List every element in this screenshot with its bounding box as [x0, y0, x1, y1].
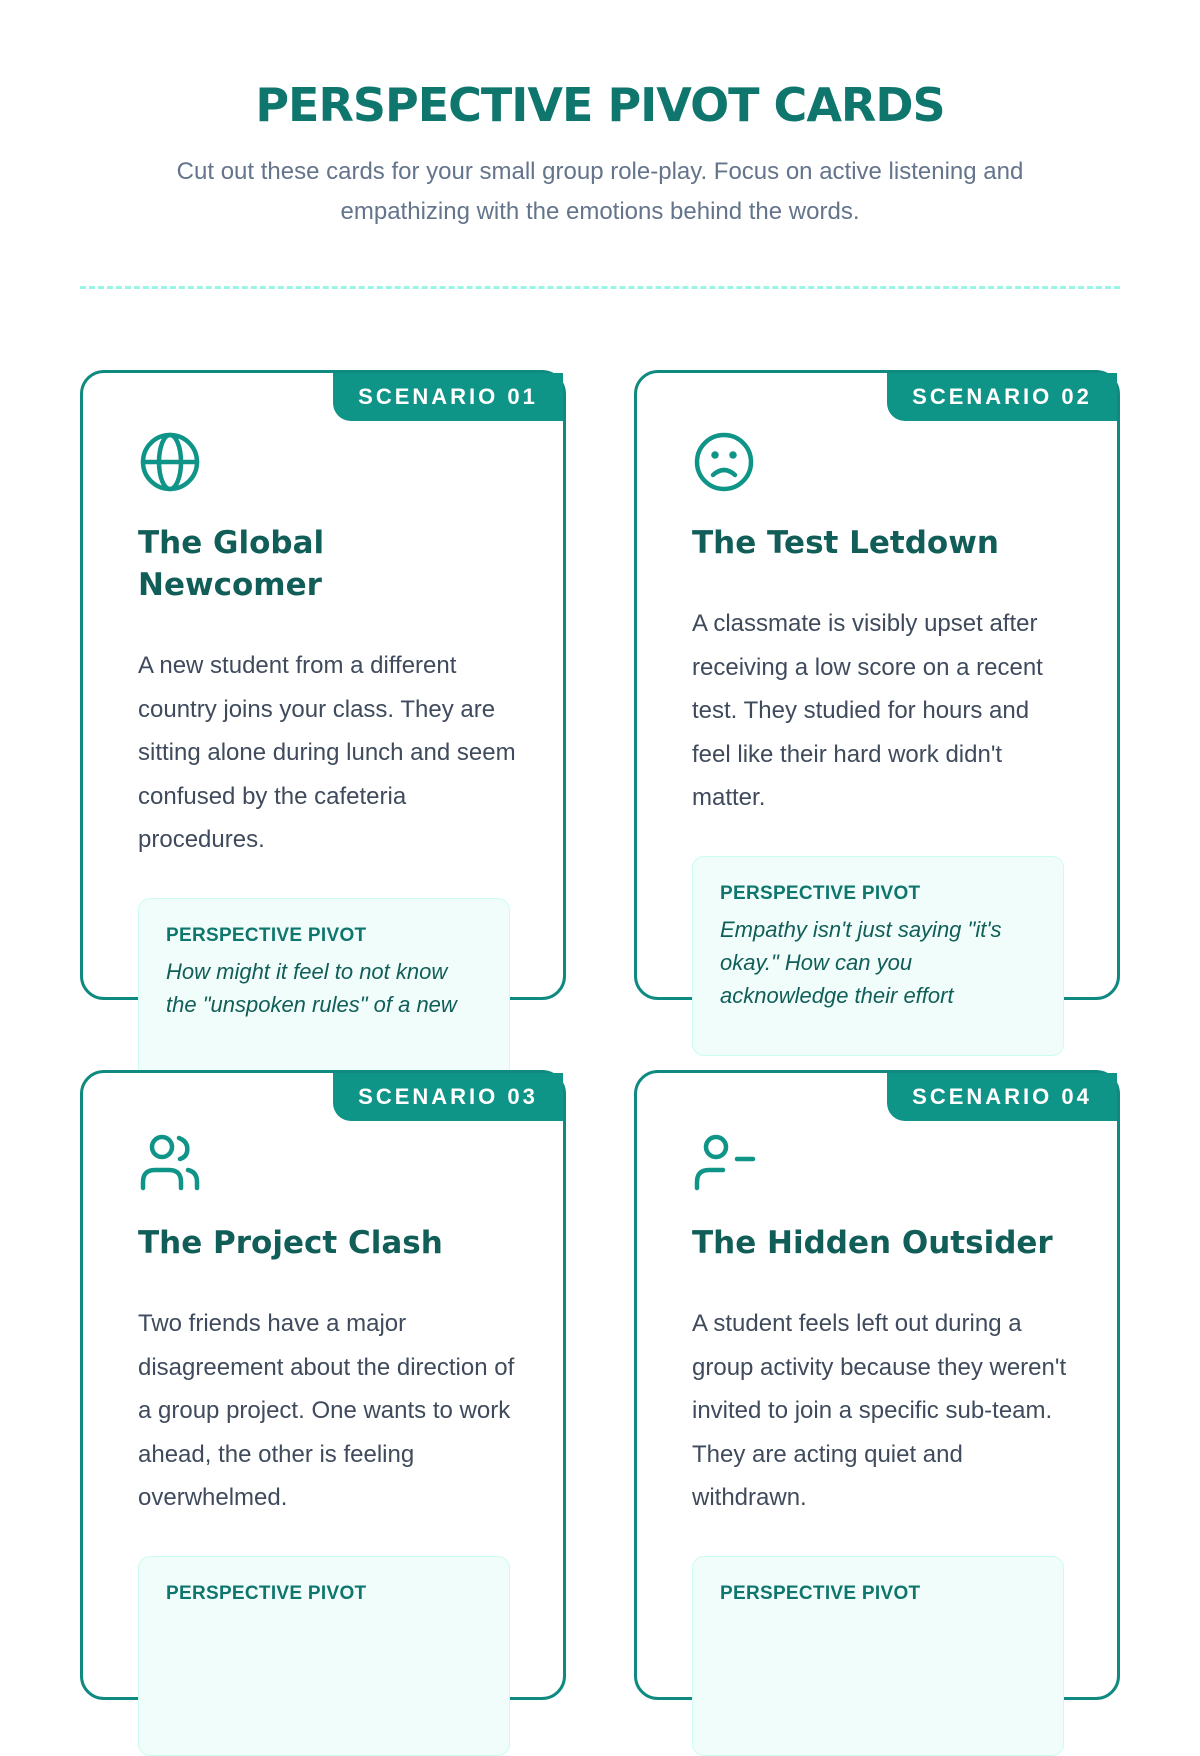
user-minus-icon — [692, 1130, 756, 1194]
perspective-pivot-box — [692, 1556, 1064, 1756]
card-description: Two friends have a major disagreement about the direction of a group project. One wants to work ahead, the other is feeling overwhelmed. — [138, 1310, 515, 1511]
pivot-label: PERSPECTIVE PIVOT — [720, 1582, 921, 1604]
pivot-question: How might it feel to not know the "unspoken rules" of a new — [166, 958, 457, 1017]
scenario-tag: SCENARIO 02 — [887, 373, 1117, 421]
pivot-label: PERSPECTIVE PIVOT — [166, 924, 367, 946]
cut-line-divider — [80, 286, 1120, 289]
globe-icon — [138, 430, 202, 494]
scenario-card-02 — [634, 370, 1120, 1008]
card-title: The Global Newcomer — [138, 525, 325, 603]
scenario-tag: SCENARIO 01 — [333, 373, 563, 421]
page-subtitle: Cut out these cards for your small group role-play. Focus on active listening and empathizing with the emotions behind the words. — [176, 158, 1024, 225]
card-description: A new student from a different country joins your class. They are sitting alone during lunch and seem confused by the cafeteria procedures. — [138, 652, 516, 853]
scenario-tag: SCENARIO 04 — [887, 1073, 1117, 1121]
card-description: A classmate is visibly upset after receiving a low score on a recent test. They studied for hours and feel like their hard work didn't matter. — [692, 610, 1043, 811]
page-title: PERSPECTIVE PIVOT CARDS — [255, 78, 945, 132]
scenario-tag: SCENARIO 03 — [333, 1073, 563, 1121]
perspective-pivot-box — [138, 1556, 510, 1756]
sad-face-icon — [692, 430, 756, 494]
perspective-pivot-box — [692, 856, 1064, 1056]
pivot-question: Empathy isn't just saying "it's okay." How can you acknowledge their effort — [720, 916, 1002, 1008]
card-title: The Hidden Outsider — [692, 1225, 1053, 1261]
pivot-label: PERSPECTIVE PIVOT — [720, 882, 921, 904]
scenario-card-03 — [80, 1070, 566, 1700]
card-title: The Project Clash — [138, 1225, 443, 1261]
scenario-card-04 — [634, 1070, 1120, 1700]
users-icon — [138, 1130, 202, 1194]
perspective-pivot-box — [138, 898, 510, 1098]
pivot-label: PERSPECTIVE PIVOT — [166, 1582, 367, 1604]
scenario-card-01 — [80, 370, 566, 1017]
card-title: The Test Letdown — [692, 525, 999, 561]
card-description: A student feels left out during a group activity because they weren't invited to join a specific sub-team. They are acting quiet and withdrawn. — [692, 1310, 1067, 1511]
